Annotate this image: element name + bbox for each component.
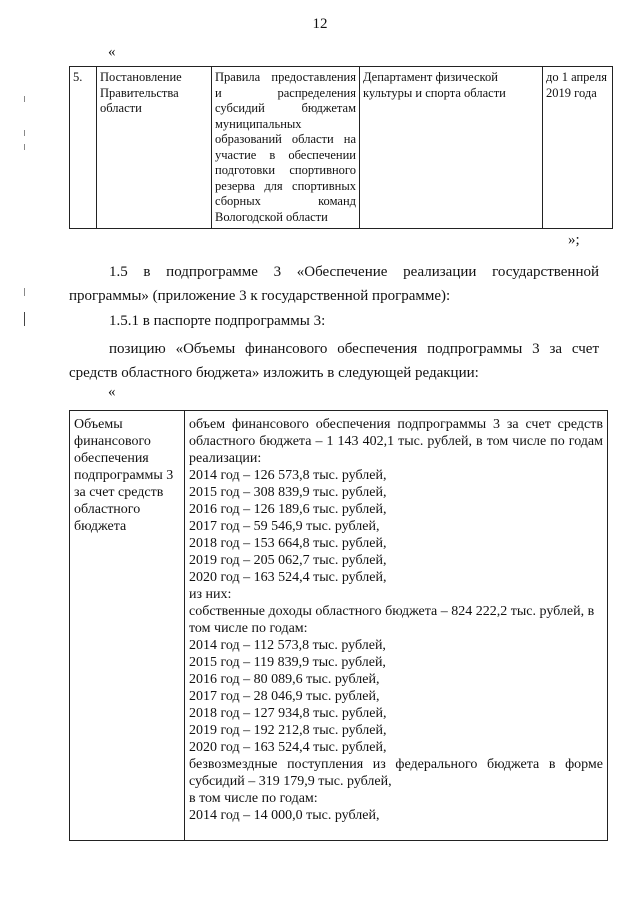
year-line: 2014 год – 112 573,8 тыс. рублей, xyxy=(189,638,386,653)
open-quote: « xyxy=(108,384,116,400)
table-row xyxy=(70,67,613,229)
funding-label: Объемы финансового обеспечения подпрограммы 3 за счет средств областного бюджета xyxy=(70,411,185,841)
of-them-label: из них: xyxy=(189,587,232,602)
funding-table xyxy=(69,410,608,841)
year-line: 2020 год – 163 524,4 тыс. рублей, xyxy=(189,740,387,755)
by-years-label: в том числе по годам: xyxy=(189,791,318,806)
funding-intro: объем финансового обеспечения подпрограммы 3 за счет средств областного бюджета – 1 143 402,1 тыс. рублей, в том числе по годам реализации: xyxy=(189,417,603,466)
deadline: до 1 апреля 2019 года xyxy=(543,67,613,229)
own-income-text: собственные доходы областного бюджета – 824 222,2 тыс. рублей, в том числе по годам: xyxy=(189,604,595,636)
federal-subsidies-text: безвозмездные поступления из федерального бюджета в форме субсидий – 319 179,9 тыс. рублей, xyxy=(189,757,603,789)
document-title: Правила предоставления и распределения субсидий бюджетам муниципальных образований области на участие в обеспечении подготовки спортивного резерва для спортивных сборных команд Вологодской области xyxy=(212,67,360,229)
year-line: 2017 год – 59 546,9 тыс. рублей, xyxy=(189,519,380,534)
responsible-department: Департамент физической культуры и спорта области xyxy=(360,67,543,229)
year-line: 2015 год – 119 839,9 тыс. рублей, xyxy=(189,655,386,670)
table-row xyxy=(70,411,608,841)
open-quote: « xyxy=(108,44,116,60)
row-number: 5. xyxy=(70,67,97,229)
year-line: 2018 год – 127 934,8 тыс. рублей, xyxy=(189,706,387,721)
paragraph-position: позицию «Объемы финансового обеспечения подпрограммы 3 за счет средств областного бюджета» изложить в следующей редакции: xyxy=(69,341,599,381)
year-line: 2015 год – 308 839,9 тыс. рублей, xyxy=(189,485,387,500)
document-type: Постановление Правительства области xyxy=(97,67,212,229)
funding-details xyxy=(185,411,608,841)
year-line: 2019 год – 192 212,8 тыс. рублей, xyxy=(189,723,387,738)
margin-mark xyxy=(24,288,25,296)
margin-mark xyxy=(24,312,25,326)
year-line: 2020 год – 163 524,4 тыс. рублей, xyxy=(189,570,387,585)
year-line: 2018 год – 153 664,8 тыс. рублей, xyxy=(189,536,387,551)
margin-mark xyxy=(24,130,25,136)
page-number: 12 xyxy=(312,16,328,32)
paragraph-1-5-1: 1.5.1 в паспорте подпрограммы 3: xyxy=(109,313,326,329)
year-line: 2017 год – 28 046,9 тыс. рублей, xyxy=(189,689,380,704)
year-line: 2016 год – 80 089,6 тыс. рублей, xyxy=(189,672,380,687)
year-line: 2019 год – 205 062,7 тыс. рублей, xyxy=(189,553,387,568)
regulation-table xyxy=(69,66,613,229)
year-line: 2014 год – 14 000,0 тыс. рублей, xyxy=(189,808,380,823)
margin-mark xyxy=(24,96,25,102)
year-line: 2014 год – 126 573,8 тыс. рублей, xyxy=(189,468,387,483)
year-line: 2016 год – 126 189,6 тыс. рублей, xyxy=(189,502,387,517)
close-quote: »; xyxy=(568,232,580,248)
margin-mark xyxy=(24,144,25,150)
paragraph-1-5: 1.5 в подпрограмме 3 «Обеспечение реализации государственной программы» (приложение 3 к государственной программе): xyxy=(69,264,599,304)
